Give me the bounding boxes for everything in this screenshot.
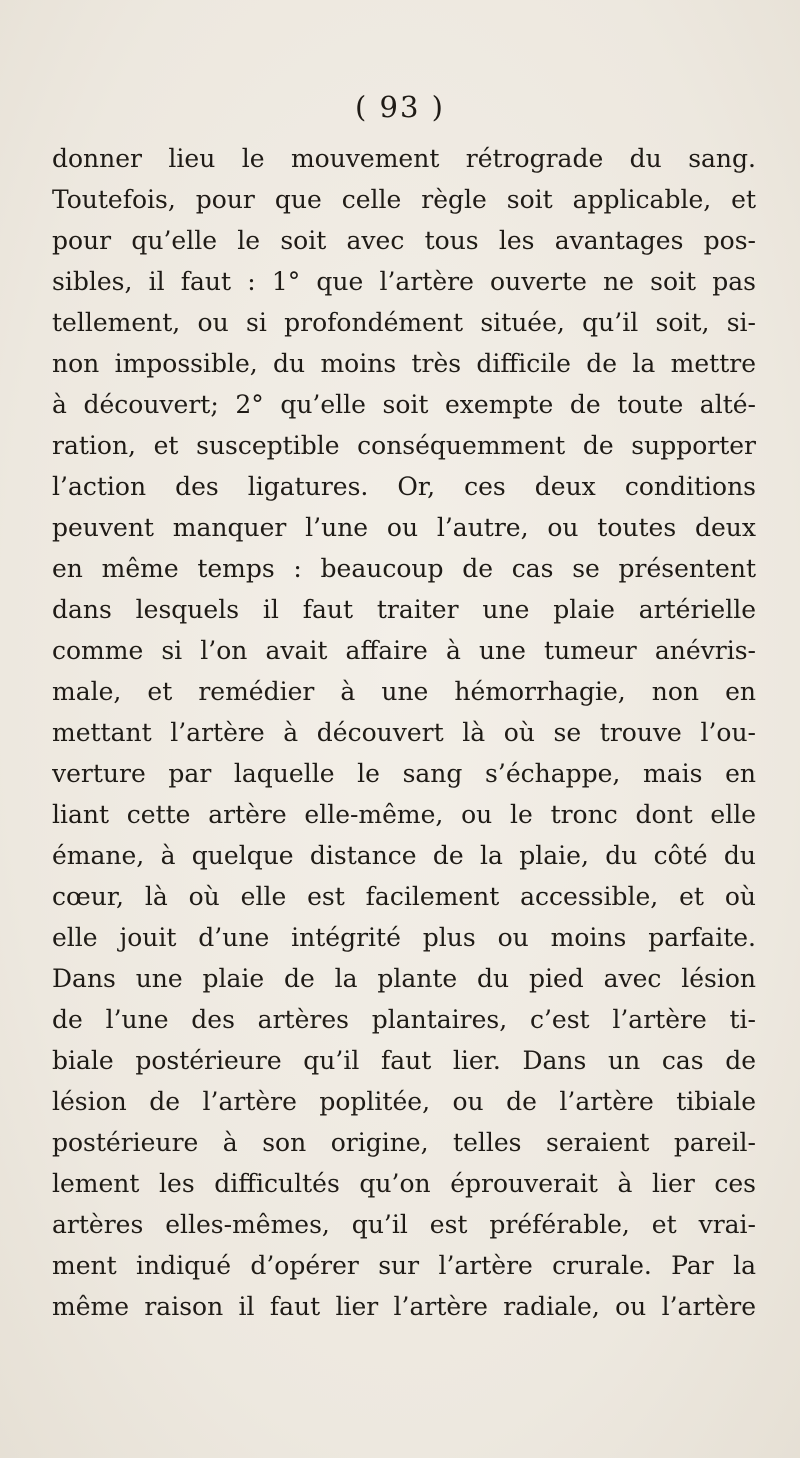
text-line: male, et remédier à une hémorrhagie, non en	[52, 677, 756, 706]
text-line: verture par laquelle le sang s’échappe, mais en	[52, 759, 756, 788]
page-number: ( 93 )	[355, 90, 445, 124]
text-line: à découvert; 2° qu’elle soit exempte de toute alté-	[52, 390, 756, 419]
body-text	[52, 138, 756, 1327]
text-line: liant cette artère elle-même, ou le tronc dont elle	[52, 800, 756, 829]
text-line: comme si l’on avait affaire à une tumeur anévris-	[52, 636, 756, 665]
text-line: l’action des ligatures. Or, ces deux conditions	[52, 472, 756, 501]
text-line: ration, et susceptible conséquemment de supporter	[52, 431, 756, 460]
text-line: émane, à quelque distance de la plaie, du côté du	[52, 841, 756, 870]
text-line: lement les difficultés qu’on éprouverait à lier ces	[52, 1169, 756, 1198]
text-line: biale postérieure qu’il faut lier. Dans un cas de	[52, 1046, 756, 1075]
text-line: peuvent manquer l’une ou l’autre, ou toutes deux	[52, 513, 756, 542]
text-line: sibles, il faut : 1° que l’artère ouverte ne soit pas	[52, 267, 756, 296]
text-line: artères elles-mêmes, qu’il est préférable, et vrai-	[52, 1210, 756, 1239]
text-line: lésion de l’artère poplitée, ou de l’artère tibiale	[52, 1087, 756, 1116]
text-line: Dans une plaie de la plante du pied avec lésion	[52, 964, 756, 993]
text-line: elle jouit d’une intégrité plus ou moins parfaite.	[52, 923, 756, 952]
text-line: cœur, là où elle est facilement accessible, et où	[52, 882, 756, 911]
text-line: postérieure à son origine, telles seraient pareil-	[52, 1128, 756, 1157]
text-line: donner lieu le mouvement rétrograde du sang.	[52, 144, 756, 173]
text-line: ment indiqué d’opérer sur l’artère crurale. Par la	[52, 1251, 756, 1280]
text-line: en même temps : beaucoup de cas se présentent	[52, 554, 756, 583]
text-line: dans lesquels il faut traiter une plaie artérielle	[52, 595, 756, 624]
text-line: pour qu’elle le soit avec tous les avantages pos-	[52, 226, 756, 255]
text-line: non impossible, du moins très difficile de la mettre	[52, 349, 756, 378]
text-line: tellement, ou si profondément située, qu’il soit, si-	[52, 308, 756, 337]
text-line: de l’une des artères plantaires, c’est l’artère ti-	[52, 1005, 756, 1034]
text-line: mettant l’artère à découvert là où se trouve l’ou-	[52, 718, 756, 747]
text-line: Toutefois, pour que celle règle soit applicable, et	[52, 185, 756, 214]
text-line: même raison il faut lier l’artère radiale, ou l’artère	[52, 1292, 756, 1321]
